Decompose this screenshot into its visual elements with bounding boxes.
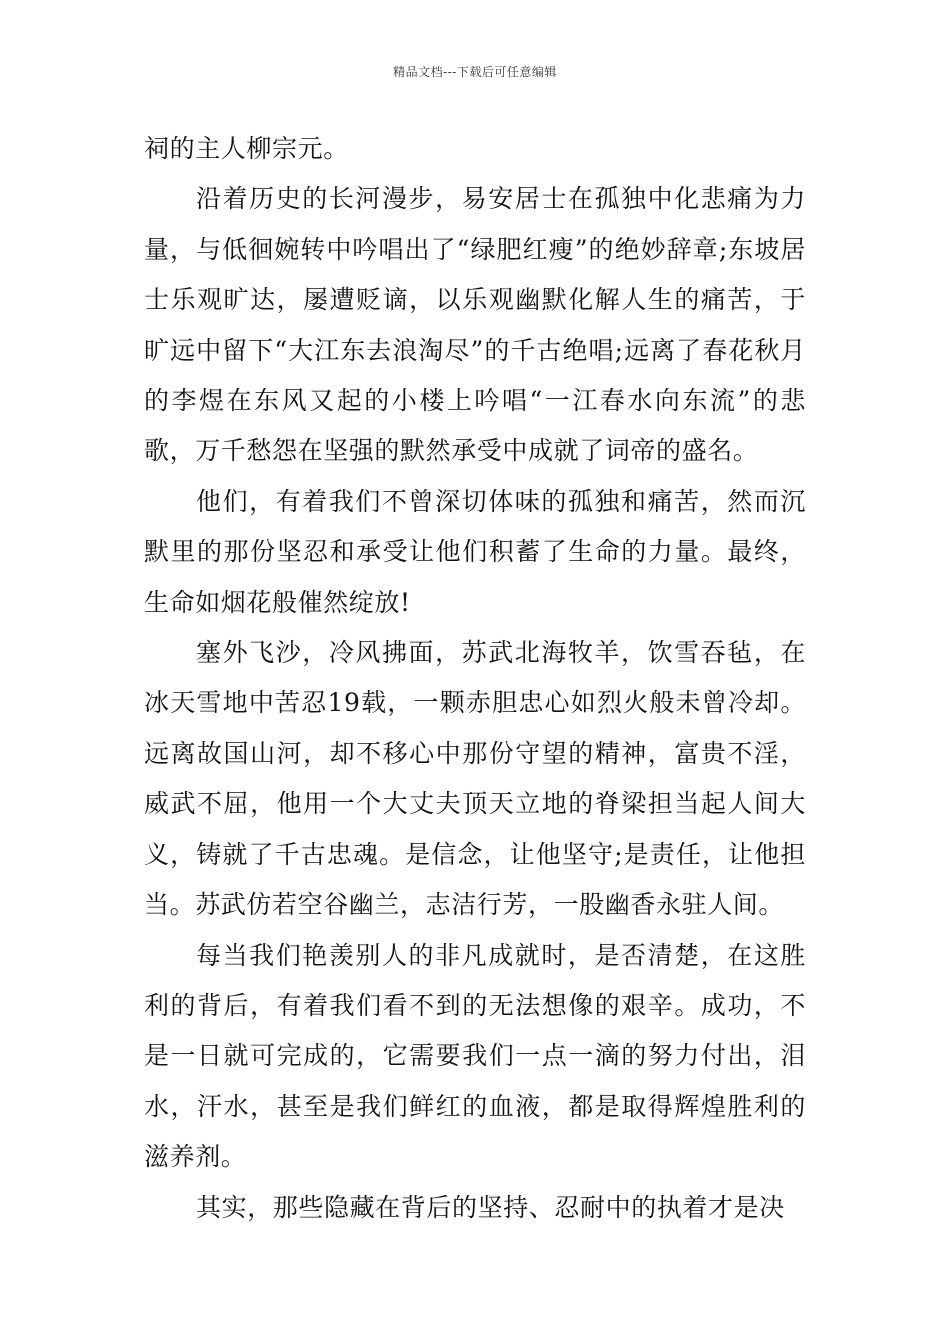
paragraph-2: 沿着历史的长河漫步，易安居士在孤独中化悲痛为力量，与低徊婉转中吟唱出了“绿肥红瘦”的绝妙辞章;东坡居士乐观旷达，屡遭贬谪，以乐观幽默化解人生的痛苦，于旷远中留下“大江东去浪淘尽”的千古绝唱;远离了春花秋月的李煜在东风又起的小楼上吟唱“一江春水向东流”的悲歌，万千愁怨在坚强的默然承受中成就了词帝的盛名。 <box>144 184 806 466</box>
paragraph-5: 每当我们艳羡别人的非凡成就时，是否清楚，在这胜利的背后，有着我们看不到的无法想像的艰辛。成功，不是一日就可完成的，它需要我们一点一滴的努力付出，泪水，汗水，甚至是我们鲜红的血液，都是取得辉煌胜利的滋养剂。 <box>144 940 806 1172</box>
paragraph-1: 祠的主人柳宗元。 <box>144 134 349 163</box>
paragraph-3: 他们，有着我们不曾深切体味的孤独和痛苦，然而沉默里的那份坚忍和承受让他们积蓄了生命的力量。最终，生命如烟花般催然绽放! <box>144 486 806 617</box>
document-body <box>144 124 806 1233</box>
paragraph-6: 其实，那些隐藏在背后的坚持、忍耐中的执着才是决 <box>196 1192 785 1222</box>
page-header: 精品文档---下载后可任意编辑 <box>393 65 557 79</box>
paragraph-4: 塞外飞沙，冷风拂面，苏武北海牧羊，饮雪吞毡，在冰天雪地中苦忍19载，一颗赤胆忠心如烈火般未曾冷却。远离故国山河，却不移心中那份守望的精神，富贵不淫，威武不屈，他用一个大丈夫顶天立地的脊梁担当起人间大义，铸就了千古忠魂。是信念，让他坚守;是责任，让他担当。苏武仿若空谷幽兰，志洁行芳，一股幽香永驻人间。 <box>144 638 806 920</box>
